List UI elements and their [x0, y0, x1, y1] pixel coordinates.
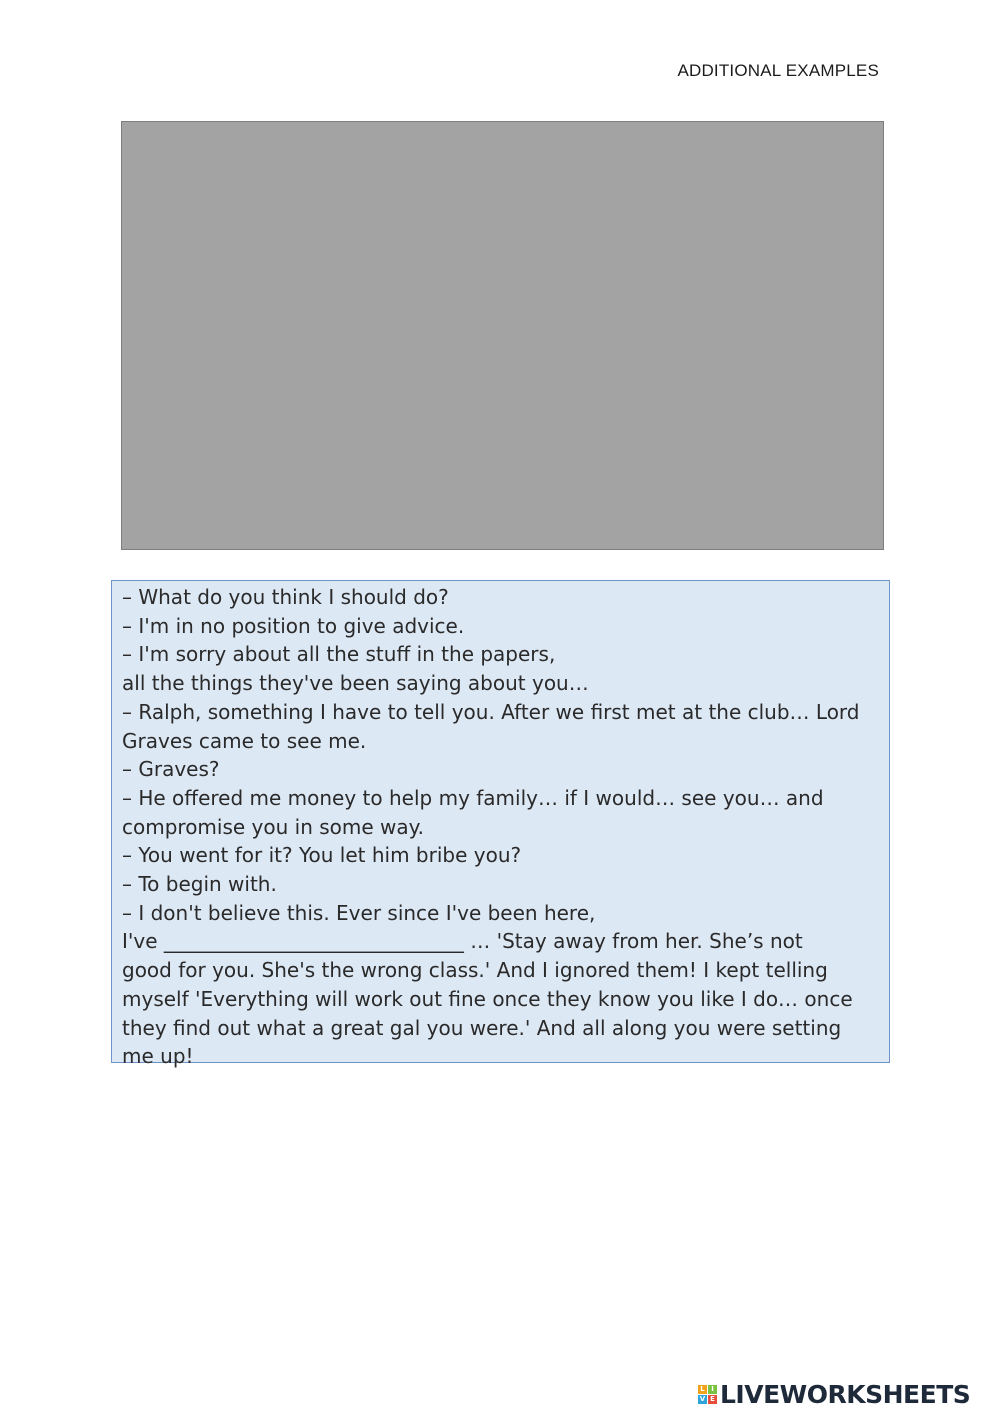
dialogue-line: – You went for it? You let him bribe you?	[122, 843, 522, 868]
logo-mark-icon	[698, 1385, 717, 1404]
dialogue-line: Graves came to see me.	[122, 728, 367, 753]
dialogue-line: me up!	[122, 1044, 194, 1069]
dialogue-box	[111, 580, 890, 1069]
dialogue-line: – To begin with.	[122, 872, 277, 897]
dialogue-line: good for you. She's the wrong class.' And I ignored them! I kept telling	[122, 958, 828, 983]
image-placeholder	[121, 121, 884, 550]
dialogue-line: – He offered me money to help my family… if I would… see you… and	[122, 785, 824, 810]
dialogue-line: they find out what a great gal you were.' And all along you were setting	[122, 1015, 842, 1040]
dialogue-line: – I'm sorry about all the stuff in the papers,	[122, 642, 556, 667]
page-heading: ADDITIONAL EXAMPLES	[677, 61, 879, 80]
dialogue-line: – What do you think I should do?	[122, 585, 449, 609]
dialogue-line: – Graves?	[122, 757, 220, 782]
liveworksheets-logo	[698, 1377, 970, 1411]
logo-letter: I	[708, 1385, 717, 1394]
dialogue-line-with-blank: I've ______________________________ … 'Stay away from her. She’s not	[122, 929, 803, 954]
dialogue-line: all the things they've been saying about you…	[122, 671, 589, 696]
dialogue-line: – I don't believe this. Ever since I've been here,	[122, 900, 596, 925]
dialogue-line: myself 'Everything will work out fine once they know you like I do… once	[122, 986, 853, 1011]
dialogue-line: – I'm in no position to give advice.	[122, 613, 465, 638]
logo-letter: L	[698, 1385, 707, 1394]
dialogue-line: – Ralph, something I have to tell you. After we first met at the club… Lord	[122, 699, 860, 724]
logo-letter: V	[699, 1394, 706, 1403]
dialogue-line: compromise you in some way.	[122, 814, 425, 839]
logo-letter: E	[708, 1395, 717, 1404]
logo-text: LIVEWORKSHEETS	[720, 1379, 971, 1409]
